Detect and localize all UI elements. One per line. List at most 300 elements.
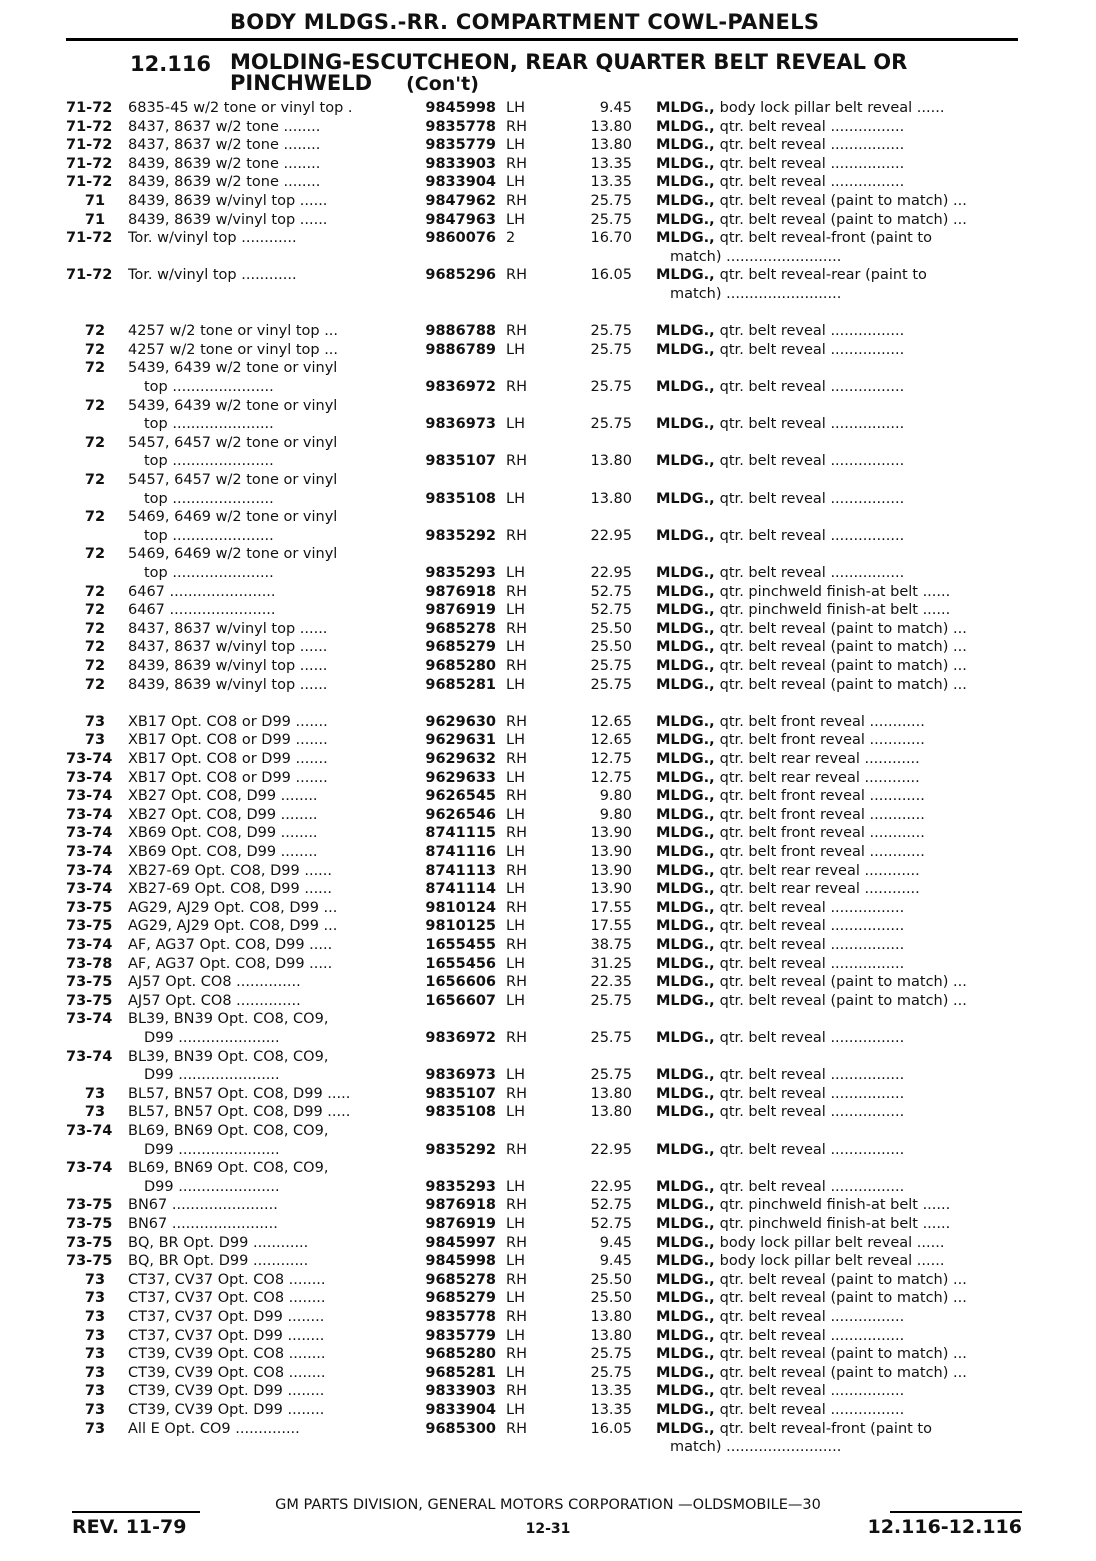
- part-number-cell: 9685281: [425, 1364, 496, 1381]
- price-cell: 13.80: [590, 1104, 632, 1121]
- side-cell: RH: [506, 1271, 527, 1288]
- side-cell: LH: [506, 565, 525, 581]
- table-row: [0, 1382, 1096, 1400]
- table-row: [0, 973, 1096, 991]
- price-cell: 9.80: [599, 788, 632, 805]
- application-cell: AJ57 Opt. CO8 ..............: [128, 992, 301, 1009]
- part-number-cell: 9685300: [425, 1420, 496, 1437]
- table-row: [0, 731, 1096, 749]
- application-cell: 5469, 6469 w/2 tone or vinyl: [128, 546, 338, 563]
- application-cell: Tor. w/vinyl top ............: [128, 267, 297, 284]
- mldg-label: MLDG.,: [656, 1178, 720, 1195]
- side-cell: RH: [506, 1197, 527, 1214]
- description-cell: [656, 1289, 1026, 1307]
- description-cell: [656, 1420, 1026, 1438]
- side-cell: RH: [506, 1085, 527, 1102]
- side-cell: RH: [506, 193, 527, 209]
- price-cell: 22.95: [590, 565, 632, 581]
- table-row: [0, 545, 1096, 563]
- part-number-cell: 9835292: [425, 1141, 496, 1158]
- application-cell: top ......................: [144, 565, 274, 581]
- description-text: qtr. belt reveal (paint to match) ...: [719, 676, 967, 693]
- table-row: [0, 322, 1096, 340]
- application-cell: XB27-69 Opt. CO8, D99 ......: [128, 862, 333, 879]
- application-cell: AG29, AJ29 Opt. CO8, D99 ...: [128, 899, 338, 916]
- application-cell: CT39, CV39 Opt. CO8 ........: [128, 1346, 326, 1363]
- price-cell: 52.75: [590, 1197, 632, 1214]
- table-row: [0, 341, 1096, 359]
- part-number-cell: 9629631: [425, 732, 496, 749]
- application-cell: CT39, CV39 Opt. D99 ........: [128, 1383, 325, 1400]
- description-text: qtr. belt reveal ................: [719, 1309, 905, 1325]
- side-cell: LH: [506, 639, 525, 656]
- part-number-cell: 9836972: [425, 1030, 496, 1046]
- application-cell: BL39, BN39 Opt. CO8, CO9,: [128, 1011, 329, 1028]
- application-cell: 5439, 6439 w/2 tone or vinyl: [128, 360, 338, 377]
- mldg-label: MLDG.,: [656, 974, 720, 991]
- description-text: qtr. belt reveal ................: [719, 955, 905, 972]
- table-row: [0, 862, 1096, 880]
- application-cell: XB69 Opt. CO8, D99 ........: [128, 844, 318, 860]
- footer-page-number: 12-31: [525, 1521, 571, 1537]
- description-cell: [656, 1234, 1026, 1252]
- part-number-cell: 9626546: [425, 806, 496, 823]
- table-row: [0, 1103, 1096, 1121]
- application-cell: BL57, BN57 Opt. CO8, D99 .....: [128, 1104, 351, 1121]
- side-cell: LH: [506, 1104, 525, 1121]
- mldg-label: MLDG.,: [656, 1271, 720, 1288]
- description-text: qtr. belt reveal ................: [719, 137, 905, 154]
- table-row: [0, 508, 1096, 526]
- mldg-label: MLDG.,: [656, 1327, 720, 1344]
- application-cell: XB17 Opt. CO8 or D99 .......: [128, 769, 328, 786]
- description-cell: [656, 1178, 1026, 1196]
- mldg-label: MLDG.,: [656, 602, 720, 619]
- price-cell: 13.80: [590, 1309, 632, 1325]
- mldg-label: MLDG.,: [656, 1383, 720, 1400]
- mldg-label: MLDG.,: [656, 862, 720, 879]
- description-cell: [656, 1401, 1026, 1419]
- description-text: match) .........................: [670, 286, 842, 302]
- table-row: [0, 359, 1096, 377]
- part-number-cell: 9835107: [425, 453, 496, 470]
- mldg-label: MLDG.,: [656, 453, 720, 470]
- table-row-continuation: [0, 1066, 1096, 1084]
- mldg-label: MLDG.,: [656, 1364, 720, 1381]
- side-cell: LH: [506, 1327, 525, 1344]
- table-row: [0, 1401, 1096, 1419]
- mldg-label: MLDG.,: [656, 583, 720, 600]
- application-cell: Tor. w/vinyl top ............: [128, 230, 297, 247]
- year-cell: 73-75: [66, 974, 113, 991]
- table-row: [0, 434, 1096, 452]
- year-cell: 73: [84, 1402, 106, 1418]
- price-cell: 16.70: [590, 230, 632, 247]
- part-number-cell: 9835293: [425, 565, 496, 581]
- side-cell: LH: [506, 1253, 525, 1270]
- side-cell: RH: [506, 658, 527, 674]
- year-cell: 71-72: [66, 118, 113, 135]
- application-cell: 4257 w/2 tone or vinyl top ...: [128, 341, 339, 358]
- table-row: [0, 155, 1096, 173]
- year-cell: 73-74: [66, 751, 113, 767]
- description-cell: [670, 248, 1040, 266]
- application-cell: top ......................: [144, 490, 274, 507]
- table-row: [0, 750, 1096, 768]
- table-row-continuation: [0, 285, 1096, 303]
- year-cell: 73: [84, 1104, 106, 1121]
- part-number-cell: 9629633: [425, 769, 496, 786]
- application-cell: XB69 Opt. CO8, D99 ........: [128, 825, 318, 842]
- description-cell: [656, 1382, 1026, 1400]
- application-cell: top ......................: [144, 527, 274, 544]
- price-cell: 25.75: [590, 416, 632, 433]
- description-cell: [656, 973, 1026, 991]
- section-cont: (Con't): [406, 73, 479, 95]
- year-cell: 73-78: [66, 955, 113, 972]
- application-cell: 8439, 8639 w/2 tone ........: [128, 155, 321, 172]
- description-text: qtr. belt reveal ................: [719, 174, 905, 191]
- year-cell: 72: [84, 397, 106, 414]
- description-text: qtr. pinchweld finish-at belt ......: [719, 1216, 951, 1232]
- side-cell: RH: [506, 825, 527, 842]
- side-cell: LH: [506, 137, 525, 154]
- description-text: qtr. belt reveal (paint to match) ...: [719, 992, 967, 1009]
- year-cell: 71-72: [66, 155, 113, 172]
- side-cell: LH: [506, 844, 525, 860]
- table-row-continuation: [0, 1438, 1096, 1456]
- table-row: [0, 397, 1096, 415]
- side-cell: RH: [506, 1141, 527, 1158]
- description-text: qtr. belt reveal-front (paint to: [719, 1420, 932, 1437]
- side-cell: LH: [506, 769, 525, 786]
- description-text: qtr. belt front reveal ............: [719, 844, 925, 860]
- side-cell: LH: [506, 174, 525, 191]
- description-cell: [656, 1215, 1026, 1233]
- side-cell: RH: [506, 453, 527, 470]
- price-cell: 52.75: [590, 1216, 632, 1232]
- year-cell: 73-75: [66, 1197, 113, 1214]
- application-cell: D99 ......................: [144, 1141, 280, 1158]
- side-cell: RH: [506, 974, 527, 991]
- description-cell: [656, 583, 1026, 601]
- price-cell: 25.75: [590, 211, 632, 228]
- description-cell: [656, 266, 1026, 284]
- description-text: body lock pillar belt reveal ......: [719, 1234, 945, 1251]
- description-text: qtr. belt reveal ................: [719, 527, 905, 544]
- year-cell: 72: [84, 509, 106, 526]
- description-cell: [656, 917, 1026, 935]
- year-cell: 72: [84, 602, 106, 619]
- mldg-label: MLDG.,: [656, 527, 720, 544]
- application-cell: BL39, BN39 Opt. CO8, CO9,: [128, 1048, 329, 1065]
- application-cell: 8437, 8637 w/2 tone ........: [128, 137, 321, 154]
- side-cell: RH: [506, 1346, 527, 1363]
- application-cell: XB17 Opt. CO8 or D99 .......: [128, 751, 328, 767]
- part-number-cell: 9886788: [425, 323, 496, 340]
- mldg-label: MLDG.,: [656, 955, 720, 972]
- year-cell: 73-75: [66, 992, 113, 1009]
- section-title: [230, 52, 1010, 95]
- part-number-cell: 9876919: [425, 1216, 496, 1232]
- side-cell: RH: [506, 1309, 527, 1325]
- side-cell: LH: [506, 1402, 525, 1418]
- price-cell: 52.75: [590, 602, 632, 619]
- description-cell: [656, 657, 1026, 675]
- application-cell: BQ, BR Opt. D99 ............: [128, 1253, 309, 1270]
- side-cell: RH: [506, 118, 527, 135]
- table-row: [0, 1215, 1096, 1233]
- mldg-label: MLDG.,: [656, 806, 720, 823]
- description-text: body lock pillar belt reveal ......: [719, 1253, 945, 1270]
- mldg-label: MLDG.,: [656, 379, 720, 395]
- mldg-label: MLDG.,: [656, 639, 720, 656]
- table-row: [0, 676, 1096, 694]
- application-cell: top ......................: [144, 379, 274, 395]
- year-cell: 73-74: [66, 825, 113, 842]
- part-number-cell: 9833904: [425, 174, 496, 191]
- application-cell: CT39, CV39 Opt. CO8 ........: [128, 1364, 326, 1381]
- mldg-label: MLDG.,: [656, 230, 720, 247]
- year-cell: 71-72: [66, 100, 113, 116]
- section-title-text: MOLDING-ESCUTCHEON, REAR QUARTER BELT REVEAL OR PINCHWELD: [230, 50, 908, 95]
- application-cell: top ......................: [144, 453, 274, 470]
- side-cell: RH: [506, 583, 527, 600]
- application-cell: top ......................: [144, 416, 274, 433]
- description-cell: [656, 229, 1026, 247]
- description-cell: [656, 1141, 1026, 1159]
- year-cell: 72: [84, 620, 106, 637]
- part-number-cell: 1656606: [425, 974, 496, 991]
- side-cell: RH: [506, 620, 527, 637]
- price-cell: 25.75: [590, 1067, 632, 1084]
- price-cell: 12.65: [590, 713, 632, 730]
- application-cell: 6467 .......................: [128, 583, 276, 600]
- table-row: [0, 1196, 1096, 1214]
- part-number-cell: 9626545: [425, 788, 496, 805]
- side-cell: LH: [506, 881, 525, 898]
- price-cell: 17.55: [590, 918, 632, 935]
- table-row: [0, 638, 1096, 656]
- application-cell: 8439, 8639 w/2 tone ........: [128, 174, 321, 191]
- description-text: qtr. belt front reveal ............: [719, 732, 925, 749]
- year-cell: 73-74: [66, 1160, 113, 1177]
- year-cell: 73-74: [66, 862, 113, 879]
- price-cell: 13.35: [590, 155, 632, 172]
- mldg-label: MLDG.,: [656, 620, 720, 637]
- side-cell: RH: [506, 379, 527, 395]
- description-cell: [656, 322, 1026, 340]
- side-cell: RH: [506, 937, 527, 953]
- part-number-cell: 9685278: [425, 1271, 496, 1288]
- part-number-cell: 9845998: [425, 1253, 496, 1270]
- price-cell: 12.65: [590, 732, 632, 749]
- application-cell: 5457, 6457 w/2 tone or vinyl: [128, 434, 338, 451]
- application-cell: BN67 .......................: [128, 1216, 278, 1232]
- table-row: [0, 1252, 1096, 1270]
- part-number-cell: 9845997: [425, 1234, 496, 1251]
- header-title: BODY MLDGS.-RR. COMPARTMENT COWL-PANELS: [230, 10, 820, 34]
- side-cell: LH: [506, 918, 525, 935]
- description-text: match) .........................: [670, 1439, 842, 1456]
- description-text: qtr. belt reveal ................: [719, 490, 905, 507]
- side-cell: RH: [506, 323, 527, 340]
- application-cell: CT37, CV37 Opt. D99 ........: [128, 1327, 325, 1344]
- year-cell: 73-75: [66, 899, 113, 916]
- mldg-label: MLDG.,: [656, 918, 720, 935]
- year-cell: 73: [84, 713, 106, 730]
- table-row: [0, 917, 1096, 935]
- application-cell: 8439, 8639 w/vinyl top ......: [128, 658, 328, 674]
- description-text: qtr. belt reveal ................: [719, 899, 905, 916]
- table-row: [0, 211, 1096, 229]
- year-cell: 71-72: [66, 267, 113, 284]
- description-cell: [656, 843, 1026, 861]
- table-row: [0, 824, 1096, 842]
- table-row-continuation: [0, 378, 1096, 396]
- side-cell: RH: [506, 713, 527, 730]
- price-cell: 13.35: [590, 174, 632, 191]
- price-cell: 22.95: [590, 1141, 632, 1158]
- description-cell: [656, 118, 1026, 136]
- price-cell: 17.55: [590, 899, 632, 916]
- part-number-cell: 9847962: [425, 193, 496, 209]
- part-number-cell: 8741116: [425, 844, 496, 860]
- application-cell: CT37, CV37 Opt. D99 ........: [128, 1309, 325, 1325]
- application-cell: AG29, AJ29 Opt. CO8, D99 ...: [128, 918, 338, 935]
- part-number-cell: 9629632: [425, 751, 496, 767]
- description-text: qtr. belt reveal ................: [719, 323, 905, 340]
- application-cell: 5469, 6469 w/2 tone or vinyl: [128, 509, 338, 526]
- mldg-label: MLDG.,: [656, 174, 720, 191]
- table-row: [0, 266, 1096, 284]
- side-cell: LH: [506, 100, 525, 116]
- table-row: [0, 657, 1096, 675]
- year-cell: 73-75: [66, 1234, 113, 1251]
- year-cell: 72: [84, 360, 106, 377]
- description-cell: [656, 899, 1026, 917]
- mldg-label: MLDG.,: [656, 751, 720, 767]
- table-row: [0, 1308, 1096, 1326]
- description-text: qtr. belt reveal ................: [719, 1030, 905, 1046]
- price-cell: 16.05: [590, 1420, 632, 1437]
- table-row-continuation: [0, 564, 1096, 582]
- application-cell: CT37, CV37 Opt. CO8 ........: [128, 1271, 326, 1288]
- description-cell: [656, 806, 1026, 824]
- price-cell: 9.80: [599, 806, 632, 823]
- mldg-label: MLDG.,: [656, 881, 720, 898]
- description-cell: [656, 341, 1026, 359]
- part-number-cell: 9845998: [425, 100, 496, 116]
- table-row: [0, 880, 1096, 898]
- side-cell: RH: [506, 267, 527, 284]
- year-cell: 73: [84, 1364, 106, 1381]
- part-number-cell: 9835779: [425, 137, 496, 154]
- price-cell: 13.80: [590, 137, 632, 154]
- application-cell: BL57, BN57 Opt. CO8, D99 .....: [128, 1085, 351, 1102]
- description-text: qtr. belt reveal (paint to match) ...: [719, 1271, 967, 1288]
- description-cell: [656, 769, 1026, 787]
- table-row: [0, 1159, 1096, 1177]
- description-cell: [670, 285, 1040, 303]
- price-cell: 13.80: [590, 118, 632, 135]
- description-cell: [656, 862, 1026, 880]
- side-cell: RH: [506, 1234, 527, 1251]
- mldg-label: MLDG.,: [656, 416, 720, 433]
- part-number-cell: 9833903: [425, 1383, 496, 1400]
- year-cell: 73-74: [66, 881, 113, 898]
- table-row-continuation: [0, 1141, 1096, 1159]
- price-cell: 25.75: [590, 193, 632, 209]
- side-cell: LH: [506, 955, 525, 972]
- year-cell: 71: [84, 193, 106, 209]
- description-text: qtr. belt reveal (paint to match) ...: [719, 658, 967, 674]
- mldg-label: MLDG.,: [656, 1197, 720, 1214]
- description-cell: [656, 824, 1026, 842]
- year-cell: 73-75: [66, 918, 113, 935]
- description-cell: [656, 676, 1026, 694]
- table-row: [0, 787, 1096, 805]
- side-cell: LH: [506, 1364, 525, 1381]
- part-number-cell: 9685281: [425, 676, 496, 693]
- side-cell: LH: [506, 1216, 525, 1232]
- application-cell: 8437, 8637 w/vinyl top ......: [128, 639, 328, 656]
- description-cell: [656, 787, 1026, 805]
- price-cell: 25.75: [590, 1364, 632, 1381]
- side-cell: RH: [506, 1420, 527, 1437]
- mldg-label: MLDG.,: [656, 1253, 720, 1270]
- description-text: qtr. belt reveal ................: [719, 453, 905, 470]
- mldg-label: MLDG.,: [656, 267, 720, 284]
- description-text: qtr. belt rear reveal ............: [719, 769, 920, 786]
- table-row-continuation: [0, 415, 1096, 433]
- year-cell: 73-74: [66, 937, 113, 953]
- table-row: [0, 1345, 1096, 1363]
- description-text: qtr. belt reveal ................: [719, 565, 905, 581]
- year-cell: 73: [84, 1327, 106, 1344]
- year-cell: 72: [84, 583, 106, 600]
- mldg-label: MLDG.,: [656, 118, 720, 135]
- table-row-continuation: [0, 452, 1096, 470]
- price-cell: 25.50: [590, 620, 632, 637]
- price-cell: 25.75: [590, 658, 632, 674]
- table-row: [0, 136, 1096, 154]
- price-cell: 31.25: [590, 955, 632, 972]
- description-text: qtr. belt rear reveal ............: [719, 881, 920, 898]
- year-cell: 73: [84, 1346, 106, 1363]
- price-cell: 13.35: [590, 1383, 632, 1400]
- description-text: qtr. belt front reveal ............: [719, 713, 925, 730]
- side-cell: 2: [506, 230, 516, 247]
- application-cell: 8437, 8637 w/2 tone ........: [128, 118, 321, 135]
- price-cell: 13.90: [590, 844, 632, 860]
- part-number-cell: 9685280: [425, 1346, 496, 1363]
- part-number-cell: 1655456: [425, 955, 496, 972]
- table-row: [0, 992, 1096, 1010]
- part-number-cell: 9833904: [425, 1402, 496, 1418]
- application-cell: 8439, 8639 w/vinyl top ......: [128, 193, 328, 209]
- description-text: qtr. belt reveal ................: [719, 1104, 905, 1121]
- footer-section-range: 12.116-12.116: [867, 1516, 1022, 1538]
- mldg-label: MLDG.,: [656, 899, 720, 916]
- table-row: [0, 1327, 1096, 1345]
- side-cell: LH: [506, 1067, 525, 1084]
- price-cell: 38.75: [590, 937, 632, 953]
- description-text: qtr. belt reveal ................: [719, 1067, 905, 1084]
- mldg-label: MLDG.,: [656, 1420, 720, 1437]
- side-cell: LH: [506, 732, 525, 749]
- description-text: qtr. belt reveal ................: [719, 416, 905, 433]
